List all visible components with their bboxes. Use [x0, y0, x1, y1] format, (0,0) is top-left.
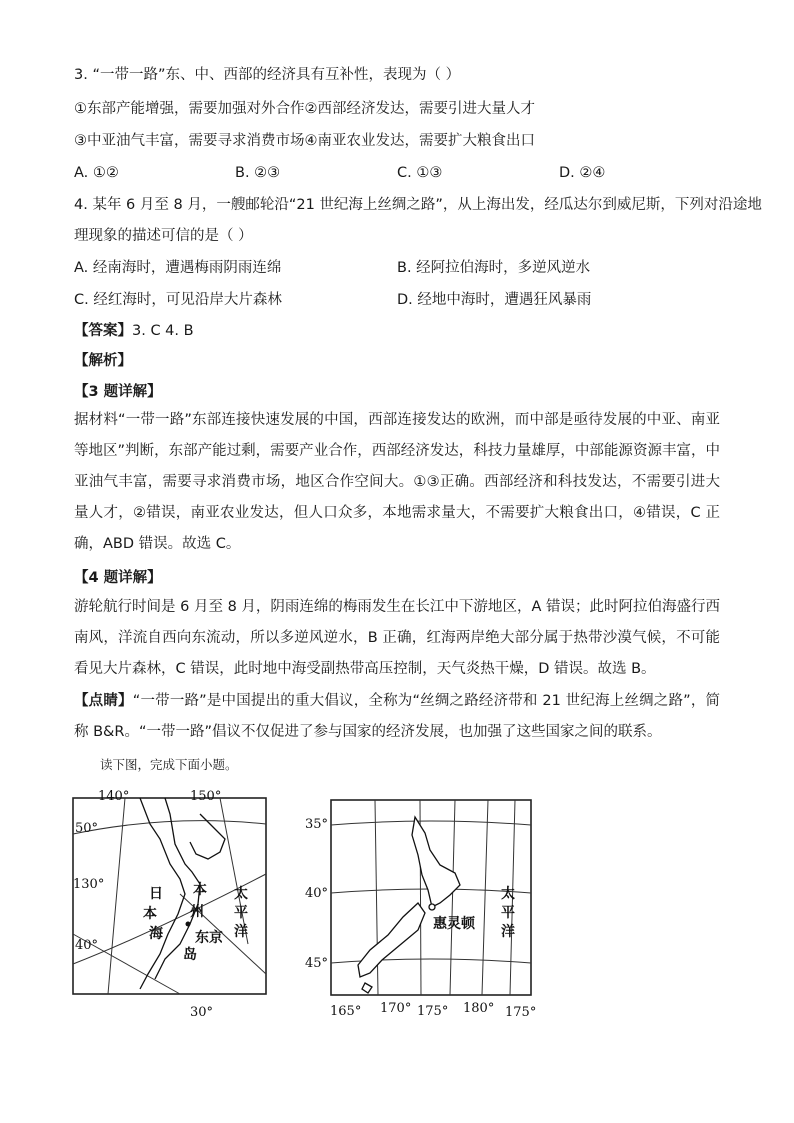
nz-lon-label-180: 180° [463, 1001, 495, 1016]
nz-pacific-char-1: 太 [501, 886, 515, 902]
nz-lon-label-165: 165° [330, 1004, 362, 1019]
japan-lon-label-150: 150° [190, 789, 222, 804]
tip-text: “一带一路”是中国提出的重大倡议，全称为“丝绸之路经济带和 21 世纪海上丝绸之路”，简称 B&R。“一带一路”倡议不仅促进了参与国家的经济发展，也加强了这些国家之间的联系。 [74, 693, 721, 740]
new-zealand-map [300, 795, 540, 1021]
q4-detail-label: 【4 题详解】 [74, 570, 162, 586]
honshu-char-2: 州 [190, 904, 204, 920]
q4-stem-line-2: 理现象的描述可信的是（ ） [74, 228, 253, 244]
q4-detail-text: 游轮航行时间是 6 月至 8 月，阴雨连绵的梅雨发生在长江中下游地区，A 错误；此时阿拉伯海盛行西南风，洋流自西向东流动，所以多逆风逆水，B 正确，红海两岸绝大部分属于热带沙漠气候，不可能看见大片森林，C 错误，此时地中海受副热带高压控制，天气炎热干燥，D 错误。故选 B。 [74, 599, 720, 677]
q3-statement-1-2: ①东部产能增强，需要加强对外合作②西部经济发达，需要引进大量人才 [74, 101, 535, 117]
answer-line [74, 321, 194, 341]
japan-lat-label-130: 130° [73, 877, 105, 892]
pacific-char-2: 平 [234, 905, 248, 921]
japan-map [70, 784, 270, 1024]
wellington-marker [429, 904, 435, 910]
sea-of-japan-char-2: 本 [143, 906, 157, 922]
nz-lon-label-175w: 175° [505, 1005, 537, 1020]
q3-stem: 3. “一带一路”东、中、西部的经济具有互补性，表现为（ ） [74, 67, 461, 83]
q3-option-b: B. ②③ [235, 165, 281, 181]
tokyo-marker [186, 922, 191, 927]
q4-option-b: B. 经阿拉伯海时，多逆风逆水 [397, 260, 591, 276]
q4-stem-line-1: 4. 某年 6 月至 8 月，一艘邮轮沿“21 世纪海上丝绸之路”，从上海出发，经瓜达尔到威尼斯，下列对沿途地 [74, 197, 762, 213]
tip-paragraph [74, 686, 720, 748]
honshu-char-1: 本 [193, 882, 207, 898]
nz-lon-label-175: 175° [417, 1004, 449, 1019]
nz-pacific-char-2: 平 [501, 905, 515, 921]
q4-option-a: A. 经南海时，遭遇梅雨阴雨连绵 [74, 260, 282, 276]
japan-lon-label-140: 140° [98, 789, 130, 804]
q3-statement-3-4: ③中亚油气丰富，需要寻求消费市场④南亚农业发达，需要扩大粮食出口 [74, 133, 535, 149]
map-intro: 读下图，完成下面小题。 [100, 757, 238, 772]
nz-lon-label-170: 170° [380, 1001, 412, 1016]
q3-detail-text: 据材料“一带一路”东部连接快速发展的中国，西部连接发达的欧洲，而中部是亟待发展的中亚、南亚等地区”判断，东部产能过剩，需要产业合作，西部经济发达，科技力量雄厚，中部能源资源丰富，中亚油气丰富，需要寻求消费市场，地区合作空间大。①③正确。西部经济和科技发达，不需要引进大量人才，②错误，南亚农业发达，但人口众多，本地需求量大，不需要扩大粮食出口，④错误，C 正确，ABD 错误。故选 C。 [74, 412, 720, 552]
answer-label: 【答案】 [74, 323, 132, 339]
wellington-label: 惠灵顿 [433, 916, 475, 932]
japan-lon-label-30: 30° [190, 1005, 214, 1020]
q4-option-c: C. 经红海时，可见沿岸大片森林 [74, 292, 282, 308]
japan-lat-label-50: 50° [75, 821, 99, 836]
nz-coastline [358, 817, 460, 993]
pacific-char-3: 洋 [234, 924, 248, 940]
q3-option-a: A. ①② [74, 165, 119, 181]
tokyo-label: 东京 [195, 930, 223, 946]
tip-label: 【点睛】 [74, 693, 133, 709]
sea-of-japan-char-3: 海 [149, 926, 163, 942]
japan-lat-label-40: 40° [75, 938, 99, 953]
answer-text: 3. C 4. B [132, 323, 194, 339]
q3-option-d: D. ②④ [559, 165, 606, 181]
nz-lat-label-45: 45° [305, 956, 329, 971]
q3-option-c: C. ①③ [397, 165, 443, 181]
nz-lat-label-35: 35° [305, 817, 329, 832]
nz-pacific-char-3: 洋 [501, 924, 515, 940]
q4-option-d: D. 经地中海时，遭遇狂风暴雨 [397, 292, 592, 308]
analysis-label: 【解析】 [74, 353, 132, 369]
honshu-char-3: 岛 [183, 947, 197, 963]
nz-lat-label-40: 40° [305, 886, 329, 901]
q3-detail-label: 【3 题详解】 [74, 384, 162, 400]
pacific-char-1: 太 [234, 886, 248, 902]
sea-of-japan-char-1: 日 [149, 886, 163, 902]
